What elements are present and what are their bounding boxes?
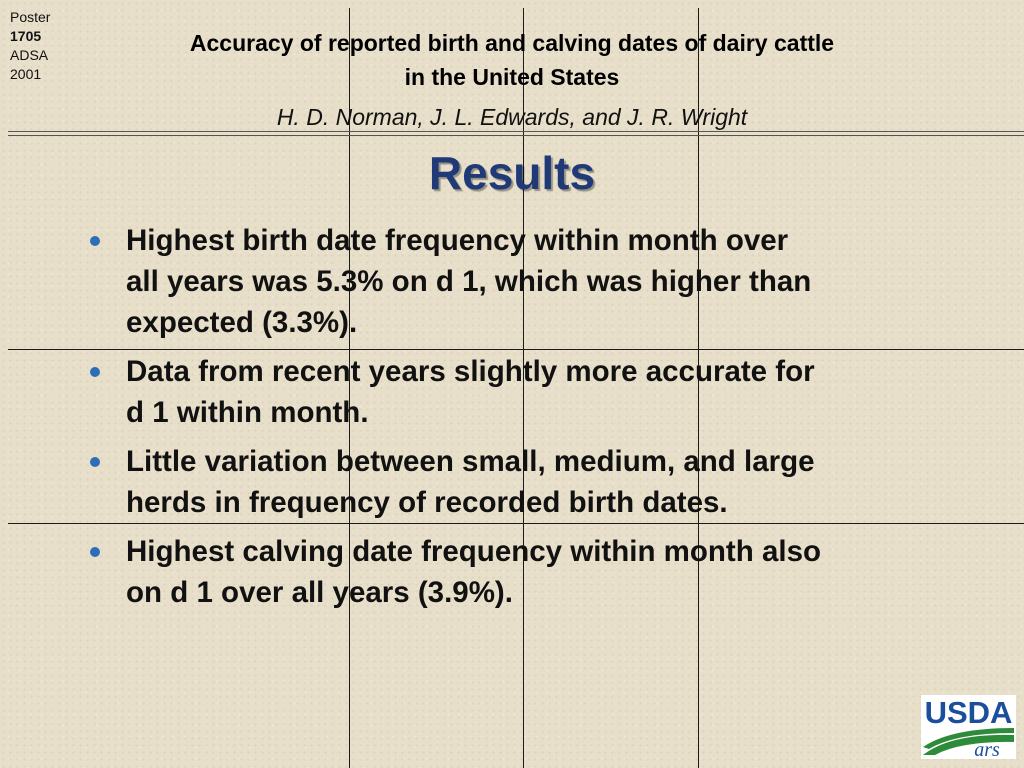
slide-title-line2: in the United States [404,64,620,90]
authors: H. D. Norman, J. L. Edwards, and J. R. Wright [276,104,748,130]
slide-title [90,26,934,94]
poster-label: Poster [10,9,51,25]
bullet-line: Highest birth date frequency within month over [126,224,789,257]
bullet-line: on d 1 over all years (3.9%). [126,576,513,609]
bullet-icon [90,457,100,467]
bullet-list [86,220,946,621]
poster-tag [10,8,50,84]
poster-number: 1705 [10,28,42,44]
title-block [90,26,934,134]
bullet-line: expected (3.3%). [126,306,358,339]
poster-org: ADSA [10,47,49,63]
bullet-icon [90,547,100,557]
bullet-line: Data from recent years slightly more accurate for [126,355,815,388]
poster-year: 2001 [10,66,42,82]
bullet-line: Little variation between small, medium, and large [126,445,815,478]
svg-text:ars: ars [974,739,1000,759]
bullet-icon [90,236,100,246]
slide-title-line1: Accuracy of reported birth and calving dates of dairy cattle [189,30,835,56]
bullet-line: all years was 5.3% on d 1, which was higher than [126,265,812,298]
bullet-item [86,531,946,613]
bullet-line: d 1 within month. [126,396,369,429]
bullet-item [86,441,946,523]
bullet-item [86,351,946,433]
svg-text:USDA: USDA [924,695,1013,730]
bullet-line: herds in frequency of recorded birth dates. [126,486,728,519]
bullet-line: Highest calving date frequency within month also [126,535,821,568]
bullet-item [86,220,946,343]
usda-logo [921,695,1016,759]
section-heading: Results [428,147,596,199]
bullet-icon [90,367,100,377]
